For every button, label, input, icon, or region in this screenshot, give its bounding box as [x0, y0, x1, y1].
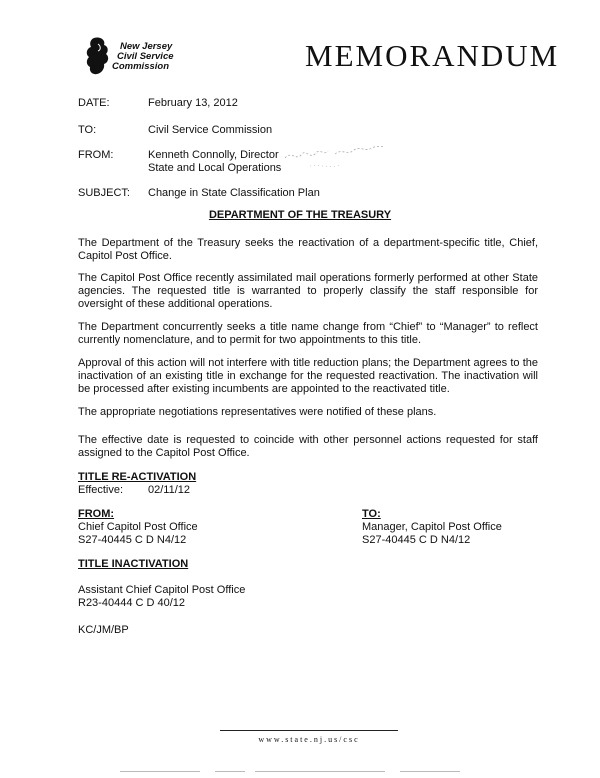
date-label: DATE: — [78, 97, 110, 109]
agency-name-line: Civil Service — [117, 51, 174, 62]
reactivation-from-title: Chief Capitol Post Office — [78, 521, 198, 533]
author-initials: KC/JM/BP — [78, 624, 129, 636]
to-value: Civil Service Commission — [148, 124, 273, 136]
body-paragraph: The Department of the Treasury seeks the reactivation of a department-specific title, Chief, Capitol Post Office. — [78, 237, 538, 262]
scan-artifact — [120, 771, 200, 772]
reactivation-from-code: S27-40445 C D N4/12 — [78, 534, 187, 546]
footer-url: www.state.nj.us/csc — [258, 735, 360, 744]
effective-label: Effective: — [78, 484, 124, 496]
body-paragraph: Approval of this action will not interfere with title reduction plans; the Department agrees to the inactivation of an existing title in exchange for the requested reactivation. The inactivation will be processed after existing incumbents are appointed to the reactivated title. — [78, 357, 538, 395]
reactivation-heading: TITLE RE-ACTIVATION — [78, 471, 197, 483]
inactivation-heading: TITLE INACTIVATION — [78, 558, 189, 570]
reactivation-to-title: Manager, Capitol Post Office — [362, 521, 502, 533]
agency-name-line: Commission — [112, 61, 170, 72]
scan-artifact — [400, 771, 460, 772]
inactivation-code: R23-40444 C D 40/12 — [78, 597, 186, 609]
body-paragraph: The effective date is requested to coincide with other personnel actions requested for staff assigned to the Capitol Post Office. — [78, 434, 538, 459]
effective-value: 02/11/12 — [148, 484, 191, 496]
from-value-line: Kenneth Connolly, Director — [148, 149, 279, 161]
body-paragraph: The appropriate negotiations representatives were notified of these plans. — [78, 406, 437, 418]
date-value: February 13, 2012 — [148, 97, 238, 109]
body-paragraph: The Capitol Post Office recently assimilated mail operations formerly performed at other State agencies. The requested title is warranted to properly classify the staff responsible for oversight of these additional operations. — [78, 272, 538, 310]
reactivation-from-heading: FROM: — [78, 508, 115, 520]
subject-value: Change in State Classification Plan — [148, 187, 320, 199]
from-label: FROM: — [78, 149, 114, 161]
footer-divider — [220, 730, 398, 731]
agency-logo — [84, 36, 204, 76]
agency-name-line: New Jersey — [120, 41, 173, 52]
body-paragraph: The Department concurrently seeks a title name change from “Chief” to “Manager” to reflect currently nomenclature, and to permit for two appointments to this title. — [78, 321, 538, 346]
to-label: TO: — [78, 124, 97, 136]
from-value-line: State and Local Operations — [148, 162, 282, 174]
scan-artifact — [255, 771, 385, 772]
subject-label: SUBJECT: — [78, 187, 130, 199]
from-value — [148, 149, 281, 175]
scan-artifact — [215, 771, 245, 772]
inactivation-title: Assistant Chief Capitol Post Office — [78, 584, 246, 596]
reactivation-to-code: S27-40445 C D N4/12 — [362, 534, 471, 546]
signature-icon — [280, 136, 390, 176]
department-heading: DEPARTMENT OF THE TREASURY — [208, 209, 392, 221]
reactivation-to-heading: TO: — [362, 508, 381, 520]
memo-title: MEMORANDUM — [305, 38, 560, 73]
agency-name — [112, 42, 174, 72]
